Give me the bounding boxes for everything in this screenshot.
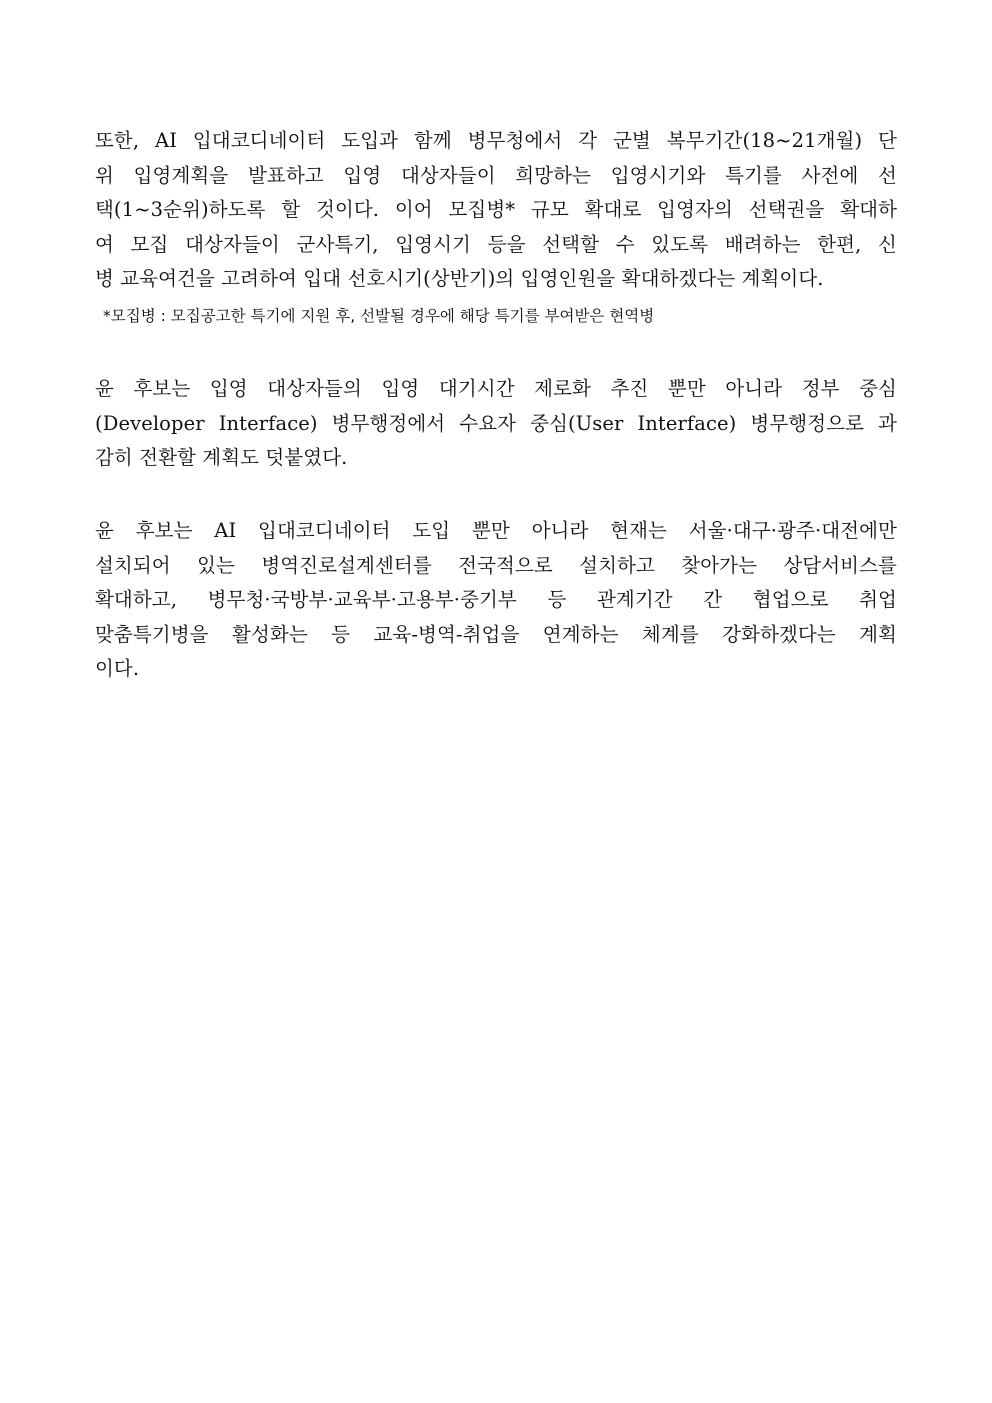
paragraph-line: 택(1~3순위)하도록 할 것이다. 이어 모집병* 규모 확대로 입영자의 선택권을 확대하 [95, 198, 897, 221]
paragraph-line: 여 모집 대상자들이 군사특기, 입영시기 등을 선택할 수 있도록 배려하는 한편, 신 [95, 232, 897, 256]
paragraph-line: 설치되어 있는 병역진로설계센터를 전국적으로 설치하고 찾아가는 상담서비스를 [95, 553, 897, 577]
paragraph-line: 또한, AI 입대코디네이터 도입과 함께 병무청에서 각 군별 복무기간(18~21개월) 단 [95, 129, 897, 152]
paragraph-line: 윤 후보는 AI 입대코디네이터 도입 뿐만 아니라 현재는 서울·대구·광주·대전에만 [95, 519, 897, 542]
paragraph-user-interface-plan [95, 372, 897, 476]
paragraph-ai-coordinator-plan [95, 124, 897, 297]
paragraph-line: 이다. [95, 657, 140, 680]
paragraph-line: 감히 전환할 계획도 덧붙였다. [95, 446, 348, 469]
paragraph-line: 위 입영계획을 발표하고 입영 대상자들이 희망하는 입영시기와 특기를 사전에 선 [95, 163, 897, 187]
paragraph-line: 맞춤특기병을 활성화는 등 교육-병역-취업을 연계하는 체계를 강화하겠다는 계획 [95, 622, 897, 646]
paragraph-line: 윤 후보는 입영 대상자들의 입영 대기시간 제로화 추진 뿐만 아니라 정부 중심 [95, 377, 897, 400]
footnote: *모집병 : 모집공고한 특기에 지원 후, 선발될 경우에 해당 특기를 부여받은 현역병 [103, 307, 655, 325]
paragraph-line: (Developer Interface) 병무행정에서 수요자 중심(User Interface) 병무행정으로 과 [95, 411, 897, 435]
paragraph-line: 확대하고, 병무청·국방부·교육부·고용부·중기부 등 관계기간 간 협업으로 취업 [95, 588, 897, 611]
paragraph-career-center-plan [95, 514, 897, 687]
paragraph-line: 병 교육여건을 고려하여 입대 선호시기(상반기)의 입영인원을 확대하겠다는 계획이다. [95, 267, 824, 290]
